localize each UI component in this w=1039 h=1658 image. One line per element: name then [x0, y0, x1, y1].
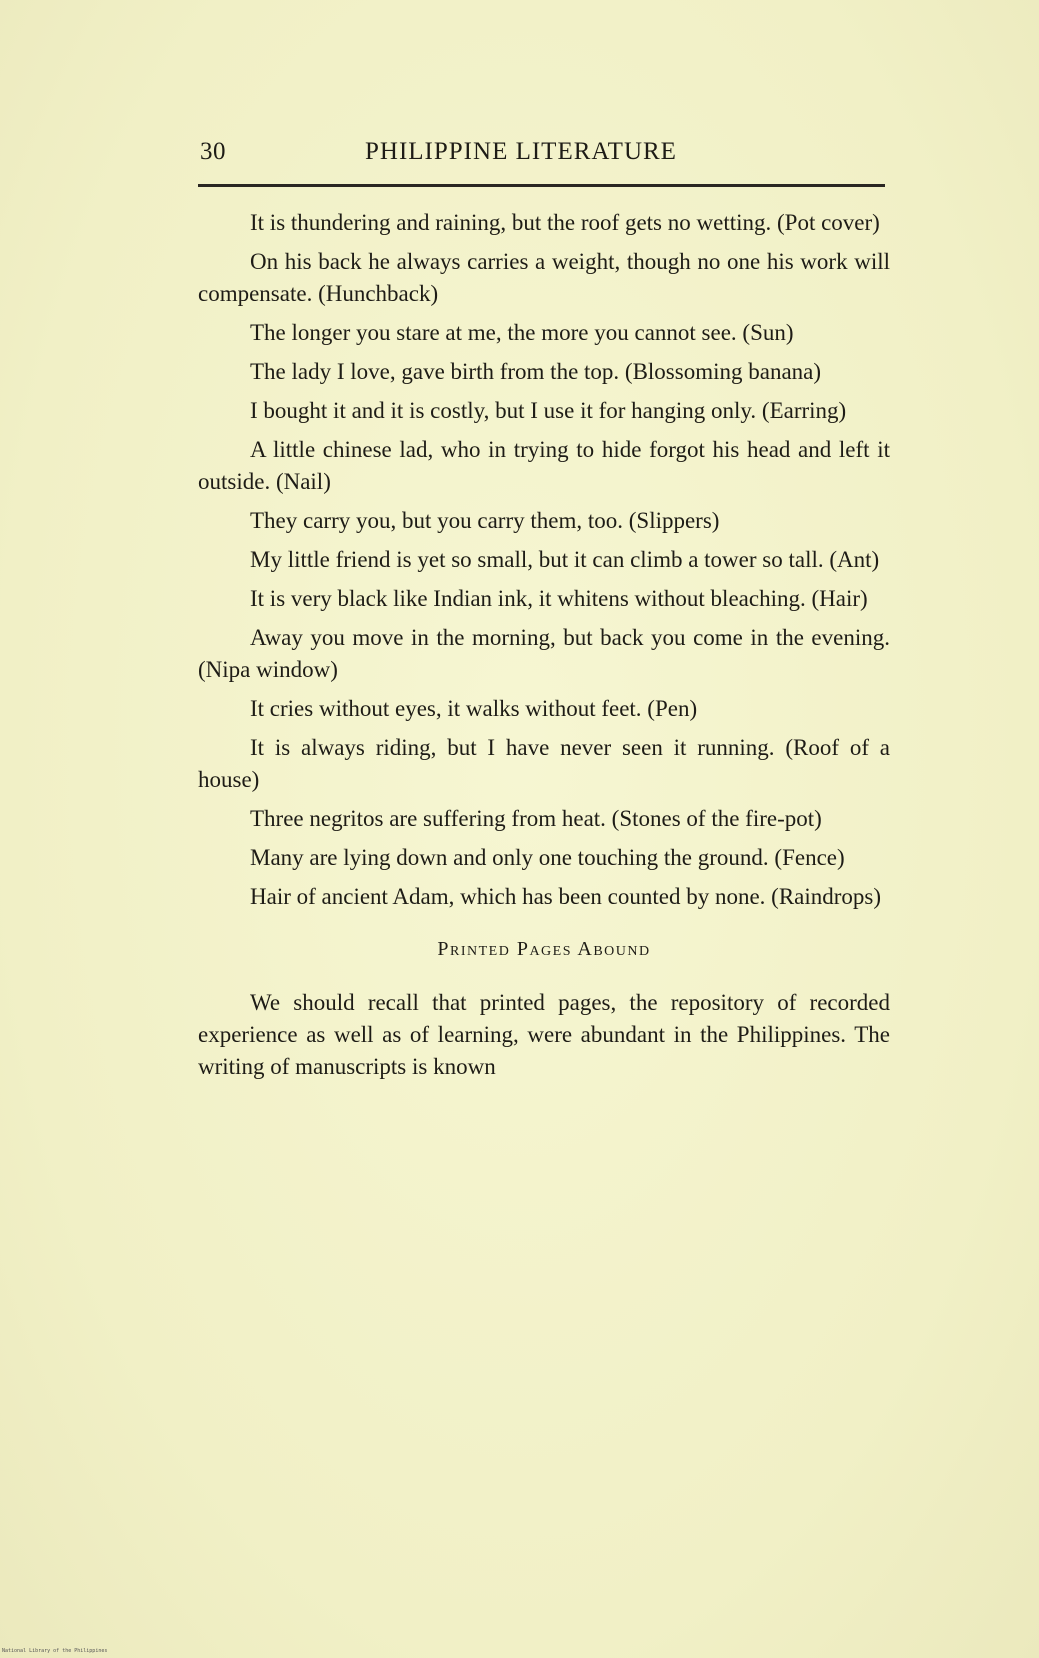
riddle-paragraph: They carry you, but you carry them, too. (Slippers) — [250, 508, 720, 533]
riddle-paragraph: It is thundering and raining, but the roof gets no wetting. (Pot cover) — [250, 210, 880, 235]
section-heading: Printed Pages Abound — [437, 938, 651, 960]
running-title: PHILIPPINE LITERATURE — [365, 138, 677, 165]
body-text — [198, 207, 890, 1090]
riddle-paragraph: My little friend is yet so small, but it can climb a tower so tall. (Ant) — [250, 547, 880, 572]
library-credit: National Library of the Philippines — [2, 1648, 108, 1654]
riddle-paragraph: It is always riding, but I have never seen it running. (Roof of a house) — [198, 735, 890, 792]
riddle-paragraph: It cries without eyes, it walks without feet. (Pen) — [250, 696, 698, 721]
riddle-paragraph: Many are lying down and only one touching the ground. (Fence) — [250, 845, 845, 870]
riddle-paragraph: Away you move in the morning, but back you come in the evening. (Nipa window) — [198, 625, 890, 682]
riddle-paragraph: The longer you stare at me, the more you cannot see. (Sun) — [250, 320, 794, 345]
riddle-paragraph: It is very black like Indian ink, it whitens without bleaching. (Hair) — [250, 586, 868, 611]
riddle-paragraph: A little chinese lad, who in trying to hide forgot his head and left it outside. (Nail) — [198, 437, 890, 494]
riddle-paragraph: On his back he always carries a weight, though no one his work will compensate. (Hunchback) — [198, 249, 890, 306]
page-header — [200, 138, 894, 178]
header-rule — [198, 184, 885, 187]
riddle-paragraph: Three negritos are suffering from heat. (Stones of the fire-pot) — [250, 806, 822, 831]
riddle-paragraph: Hair of ancient Adam, which has been counted by none. (Raindrops) — [250, 884, 882, 909]
page-number: 30 — [200, 138, 226, 165]
riddle-paragraph: I bought it and it is costly, but I use it for hanging only. (Earring) — [250, 398, 847, 423]
section-paragraph: We should recall that printed pages, the repository of recorded experience as well as of learning, were abundant in the Philippines. The writing of manuscripts is known — [198, 990, 890, 1079]
riddle-paragraph: The lady I love, gave birth from the top. (Blossoming banana) — [250, 359, 822, 384]
